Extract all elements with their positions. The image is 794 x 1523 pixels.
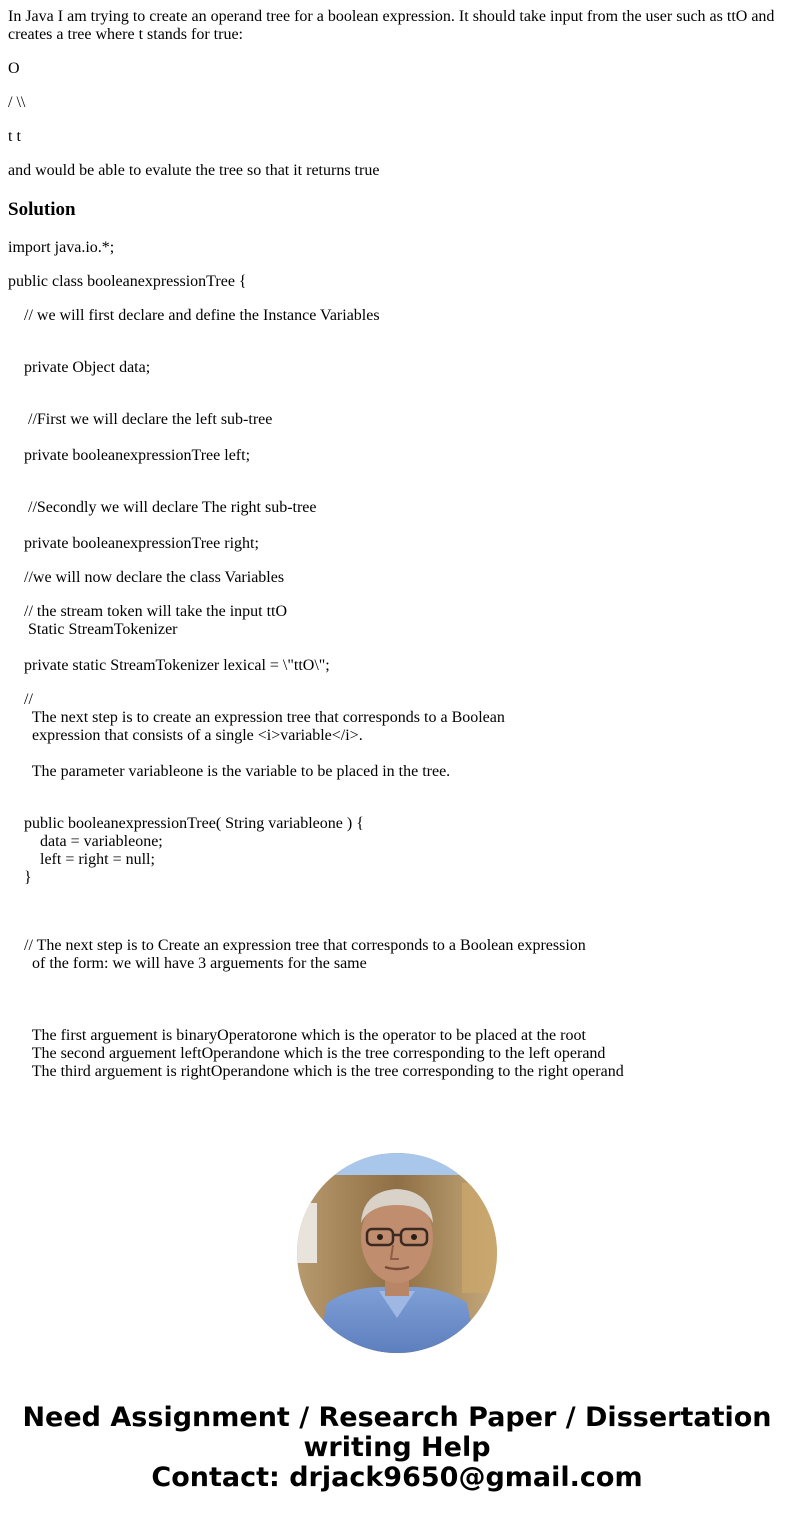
code-line: private Object data;: [8, 359, 151, 376]
code-line: private booleanexpressionTree left;: [8, 447, 251, 464]
code-line: }: [8, 869, 32, 886]
code-comment: //we will now declare the class Variables: [8, 569, 285, 586]
question-closing: and would be able to evalute the tree so that it returns true: [8, 162, 380, 179]
code-comment: expression that consists of a single <i>variable</i>.: [8, 727, 363, 744]
code-comment: //: [8, 691, 33, 708]
code-comment: // the stream token will take the input ttO: [8, 603, 288, 620]
code-comment: // The next step is to Create an expression tree that corresponds to a Boolean expression: [8, 937, 586, 954]
code-comment: // we will first declare and define the Instance Variables: [8, 307, 380, 324]
code-comment: The parameter variableone is the variable to be placed in the tree.: [8, 763, 451, 780]
code-line: public class booleanexpressionTree {: [8, 273, 247, 290]
code-comment: of the form: we will have 3 arguements for the same: [8, 955, 367, 972]
code-line: data = variableone;: [8, 833, 163, 850]
tree-root: O: [8, 60, 20, 77]
code-comment: The first arguement is binaryOperatorone which is the operator to be placed at the root: [8, 1027, 586, 1044]
portrait-photo-icon: [297, 1153, 497, 1353]
code-line: Static StreamTokenizer: [8, 621, 178, 638]
code-comment: //First we will declare the left sub-tree: [8, 411, 273, 428]
code-comment: The next step is to create an expression tree that corresponds to a Boolean: [8, 709, 505, 726]
promo-line-1: Need Assignment / Research Paper / Dissertation: [22, 1402, 772, 1433]
code-line: private static StreamTokenizer lexical = \"ttO\";: [8, 657, 330, 674]
code-comment: The second arguement leftOperandone which is the tree corresponding to the left operand: [8, 1045, 606, 1062]
question-intro: In Java I am trying to create an operand tree for a boolean expression. It should take input from the user such as ttO and creates a tree where t stands for true:: [8, 8, 775, 43]
portrait-illustration: [297, 1153, 497, 1353]
solution-heading: Solution: [8, 199, 76, 220]
code-line: import java.io.*;: [8, 239, 115, 256]
code-comment: //Secondly we will declare The right sub-tree: [8, 499, 317, 516]
promo-banner: [0, 1403, 794, 1493]
tree-branches: / \\: [8, 94, 26, 111]
code-line: left = right = null;: [8, 851, 155, 868]
tree-leaves: t t: [8, 128, 21, 145]
promo-contact: Contact: drjack9650@gmail.com: [151, 1462, 643, 1493]
code-line: private booleanexpressionTree right;: [8, 535, 259, 552]
code-comment: The third arguement is rightOperandone which is the tree corresponding to the right operand: [8, 1063, 624, 1080]
promo-line-2: writing Help: [303, 1432, 491, 1463]
code-line: public booleanexpressionTree( String variableone ) {: [8, 815, 364, 832]
